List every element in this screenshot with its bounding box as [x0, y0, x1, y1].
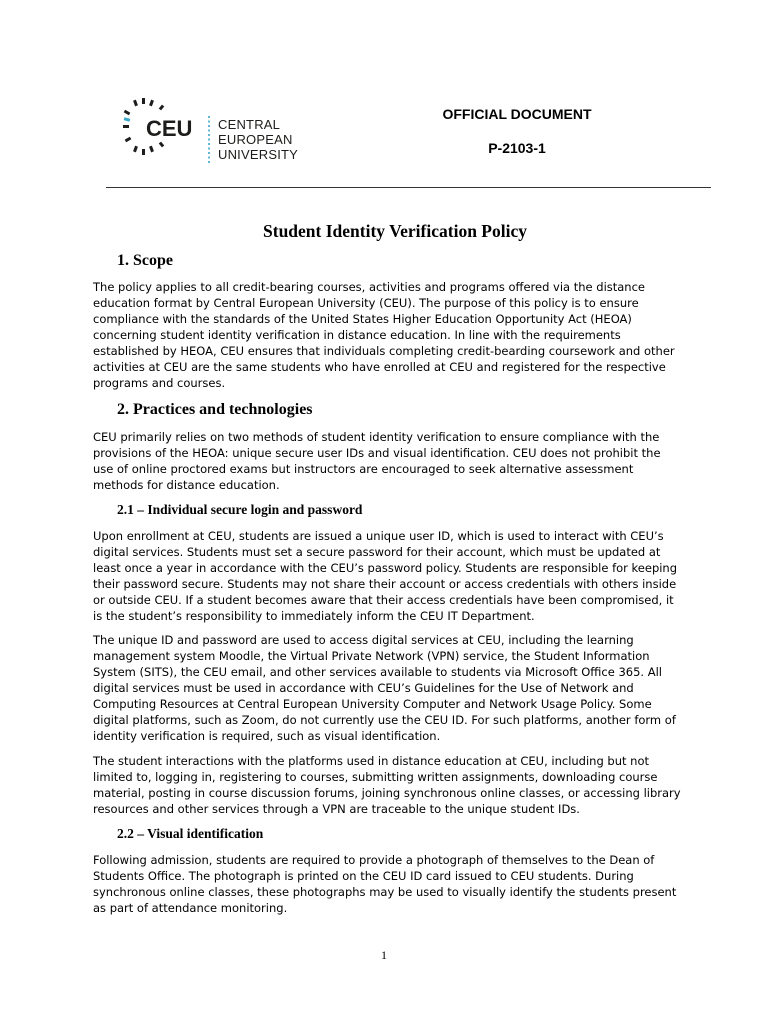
scope-paragraph	[93, 279, 681, 391]
text-line: Students Office. The photograph is printed on the CEU ID card issued to CEU students. During	[93, 869, 634, 883]
login-paragraph-1	[93, 528, 681, 624]
section-heading-practices: 2. Practices and technologies	[117, 401, 313, 418]
text-line: The policy applies to all credit-bearing courses, activities and programs offered via the distance	[93, 280, 645, 294]
text-line: use of online proctored exams but instructors are encouraged to seek alternative assessment	[93, 462, 634, 476]
text-line: activities at CEU are the same students who have enrolled at CEU and registered for the respective	[93, 360, 666, 374]
text-line: digital services must be used in accordance with CEU’s Guidelines for the Use of Network and	[93, 681, 634, 695]
login-paragraph-2	[93, 632, 681, 744]
text-line: synchronous online classes, these photographs may be used to visually identify the students present	[93, 885, 677, 899]
subsection-heading-visual: 2.2 – Visual identification	[117, 826, 264, 841]
doc-type: OFFICIAL DOCUMENT	[442, 106, 592, 122]
text-line: education format by Central European University (CEU). The purpose of this policy is to ensure	[93, 296, 639, 310]
text-line: least once a year in accordance with the CEU’s password policy. Students are responsible for keeping	[93, 561, 678, 575]
text-line: CEU primarily relies on two methods of student identity verification to ensure compliance with the	[93, 430, 660, 444]
logo-mark-text: CEU	[146, 116, 193, 141]
text-line: identity verification is required, such as visual identification.	[93, 729, 441, 743]
text-line: digital services. Students must set a secure password for their account, which must be updated at	[93, 545, 661, 559]
logo-line: CENTRAL	[218, 117, 281, 132]
text-line: Following admission, students are required to provide a photograph of themselves to the Dean of	[93, 853, 655, 867]
text-line: compliance with the standards of the United States Higher Education Opportunity Act (HEOA)	[93, 312, 632, 326]
text-line: or outside CEU. If a student becomes aware that their access credentials have been compromised, it	[93, 593, 674, 607]
text-line: their password secure. Students may not share their account or access credentials with others inside	[93, 577, 677, 591]
text-line: as part of attendance monitoring.	[93, 901, 288, 915]
text-line: System (SITS), the CEU email, and other services available to students via Microsoft Office 365. All	[93, 665, 662, 679]
text-line: material, posting in course discussion forums, joining synchronous online classes, or accessing library	[93, 786, 681, 800]
login-paragraph-3	[93, 753, 681, 817]
subsection-heading-login: 2.1 – Individual secure login and password	[117, 502, 363, 517]
page-number: 1	[381, 948, 387, 962]
text-line: methods for distance education.	[93, 478, 280, 492]
text-line: programs and courses.	[93, 376, 226, 390]
logo-line: EUROPEAN	[218, 132, 293, 147]
text-line: limited to, logging in, registering to courses, submitting written assignments, downloading course	[93, 770, 658, 784]
text-line: resources and other services through a VPN are traceable to the unique student IDs.	[93, 802, 580, 816]
text-line: established by HEOA, CEU ensures that individuals completing credit-bearding coursework and other	[93, 344, 675, 358]
header-divider	[106, 187, 711, 188]
visual-paragraph	[93, 852, 681, 916]
text-line: The student interactions with the platforms used in distance education at CEU, including but not	[93, 754, 649, 768]
text-line: concerning student identity verification in distance education. In line with the requirements	[93, 328, 621, 342]
logo-accent	[124, 117, 131, 121]
text-line: Upon enrollment at CEU, students are issued a unique user ID, which is used to interact with CEU’s	[93, 529, 664, 543]
text-line: digital platforms, such as Zoom, do not currently use the CEU ID. For such platforms, another form of	[93, 713, 676, 727]
logo-name	[218, 117, 298, 162]
text-line: is the student’s responsibility to immediately inform the CEU IT Department.	[93, 609, 535, 623]
text-line: management system Moodle, the Virtual Private Network (VPN) service, the Student Information	[93, 649, 650, 663]
doc-code: P-2103-1	[488, 140, 546, 156]
text-line: The unique ID and password are used to access digital services at CEU, including the learning	[93, 633, 634, 647]
practices-paragraph	[93, 429, 681, 493]
page-title: Student Identity Verification Policy	[263, 221, 527, 241]
text-line: Computing Resources at Central European University Computer and Network Usage Policy. Some	[93, 697, 652, 711]
text-line: provisions of the HEOA: unique secure user IDs and visual identification. CEU does not prohibit the	[93, 446, 661, 460]
section-heading-scope: 1. Scope	[117, 252, 173, 269]
logo-line: UNIVERSITY	[218, 147, 299, 162]
